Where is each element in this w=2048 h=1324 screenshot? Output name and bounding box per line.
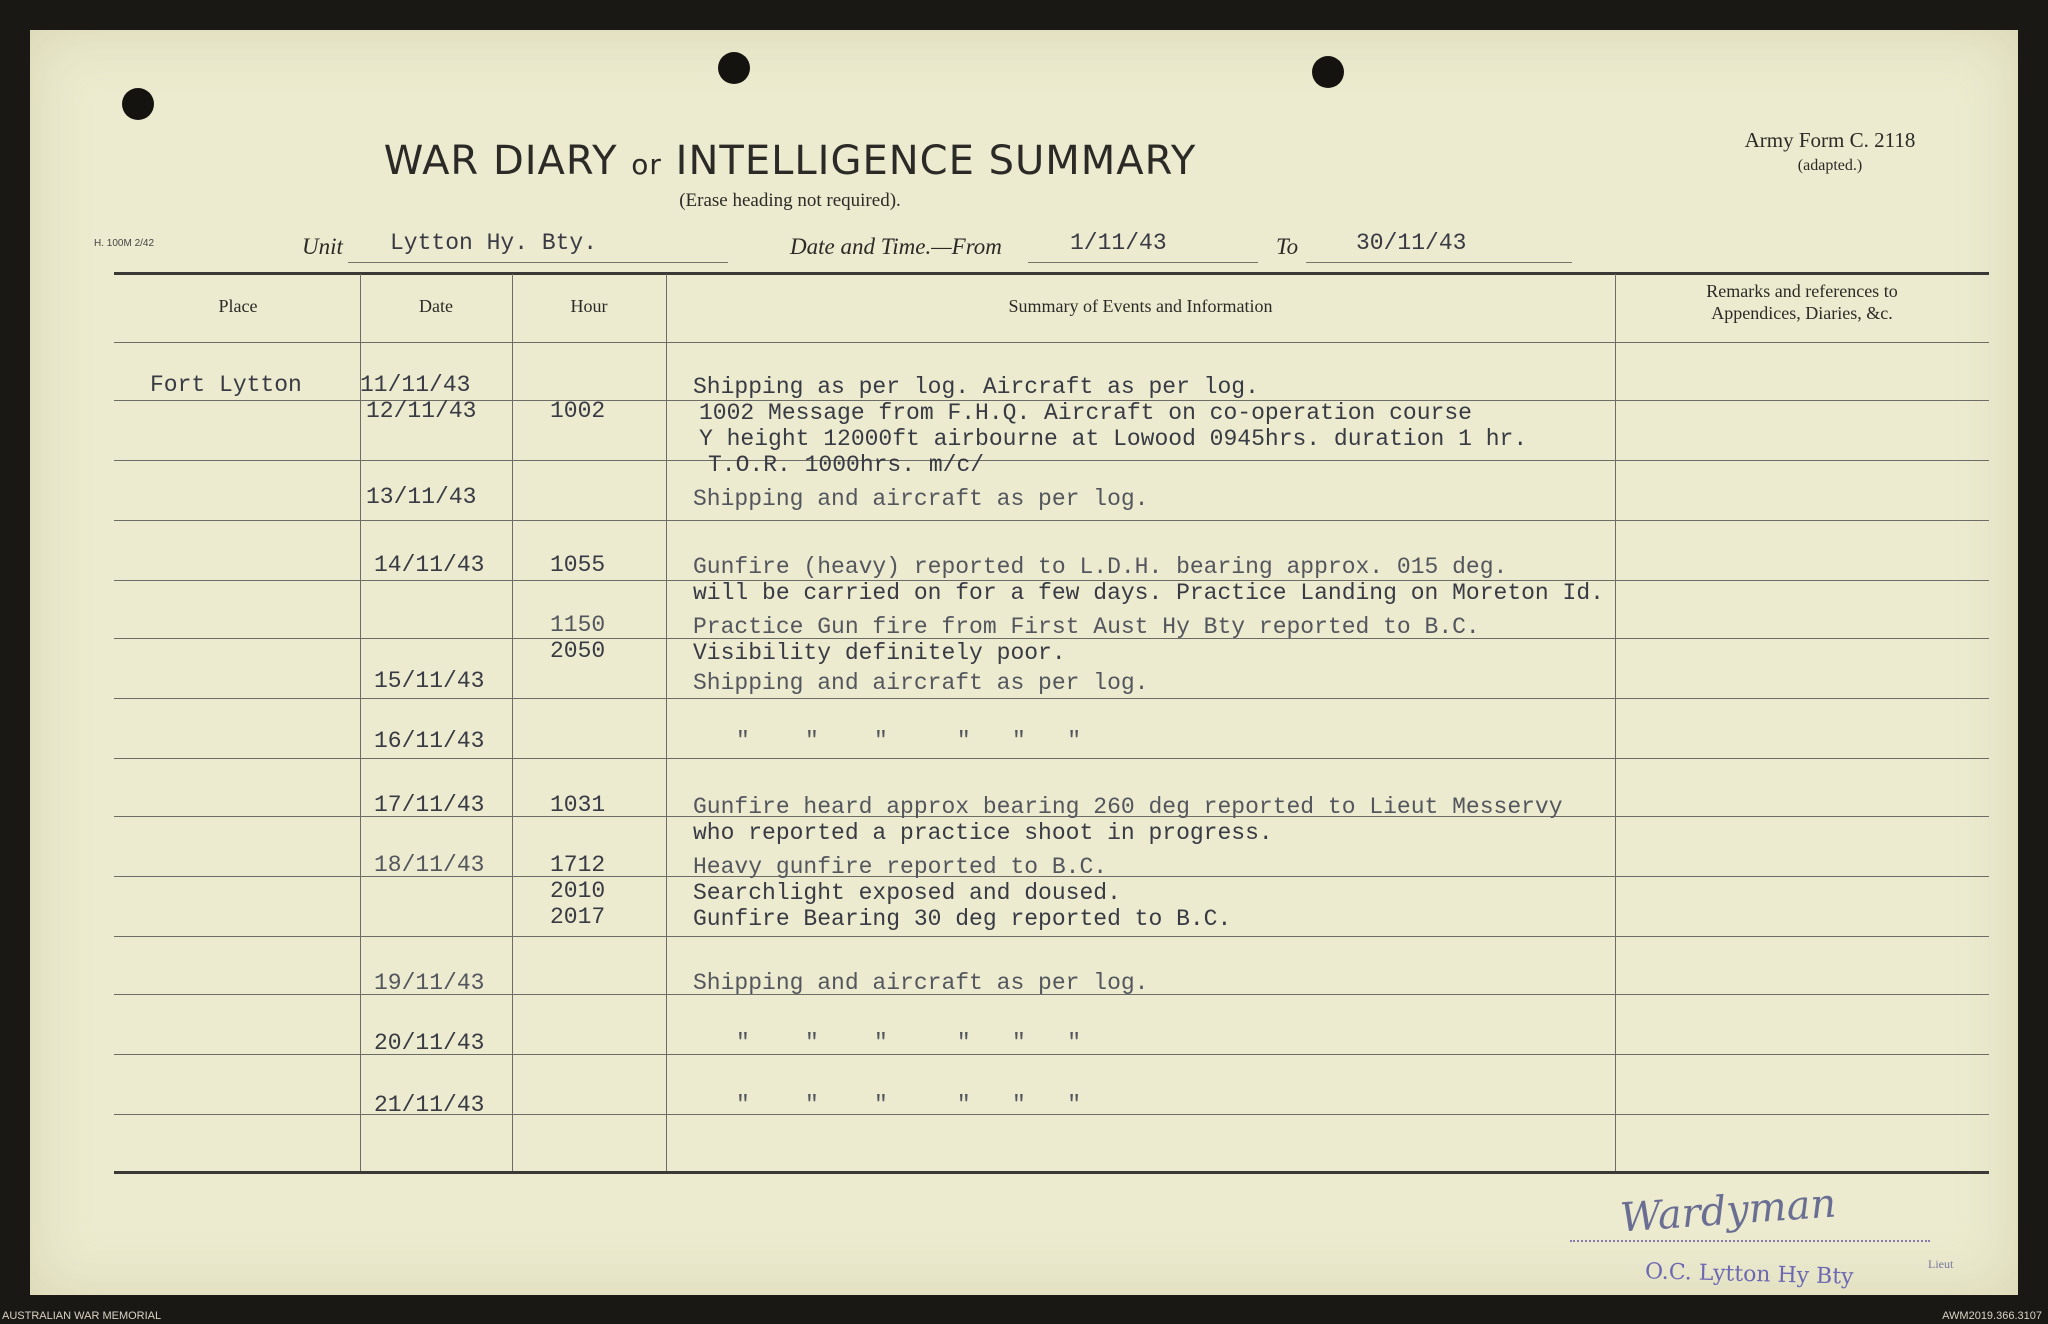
entry-date: 14/11/43	[374, 552, 485, 578]
entry-date: 21/11/43	[374, 1092, 485, 1118]
entry-date: 13/11/43	[366, 484, 477, 510]
table-top-rule	[114, 272, 1989, 275]
footer-institution: AUSTRALIAN WAR MEMORIAL	[2, 1310, 162, 1322]
entry-summary: Practice Gun fire from First Aust Hy Bty reported to B.C.	[693, 614, 1480, 640]
entry-summary: Shipping as per log. Aircraft as per log.	[693, 374, 1259, 400]
entry-date: 11/11/43	[360, 372, 471, 398]
unit-value: Lytton Hy. Bty.	[390, 230, 598, 256]
entry-summary: who reported a practice shoot in progress.	[693, 820, 1273, 846]
ruled-line	[114, 460, 1989, 461]
entry-date: 17/11/43	[374, 792, 485, 818]
entry-hour: 1150	[550, 612, 606, 638]
entry-hour: 1055	[550, 552, 606, 578]
entry-summary: T.O.R. 1000hrs. m/c/	[708, 452, 985, 478]
footer-accession: AWM2019.366.3107	[1942, 1310, 2042, 1322]
column-divider	[666, 274, 667, 1171]
oc-stamp: O.C. Lytton Hy Bty	[1644, 1259, 1854, 1290]
date-time-label: Date and Time.—From	[790, 234, 1002, 259]
entry-summary: Gunfire heard approx bearing 260 deg reported to Lieut Messervy	[693, 794, 1563, 820]
from-date-value: 1/11/43	[1070, 230, 1167, 256]
entry-summary: will be carried on for a few days. Practice Landing on Moreton Id.	[693, 580, 1604, 606]
place-entry: Fort Lytton	[150, 372, 302, 398]
column-header-hour: Hour	[570, 296, 608, 316]
entry-summary: Gunfire Bearing 30 deg reported to B.C.	[693, 906, 1232, 932]
column-header-date: Date	[419, 296, 453, 316]
form-title: WAR DIARY or INTELLIGENCE SUMMARY	[383, 138, 1197, 184]
entry-summary: Searchlight exposed and doused.	[693, 880, 1121, 906]
entry-summary: Shipping and aircraft as per log.	[693, 670, 1149, 696]
ruled-line	[114, 936, 1989, 937]
column-divider	[512, 274, 513, 1171]
army-form-number: Army Form C. 2118 (adapted.)	[1744, 128, 1916, 174]
entry-date: 19/11/43	[374, 970, 485, 996]
ruled-line	[114, 520, 1989, 521]
entry-hour: 1712	[550, 852, 606, 878]
entry-date: 12/11/43	[366, 398, 477, 424]
ditto-marks: " " " " " "	[736, 1092, 1082, 1118]
form-subtitle: (Erase heading not required).	[679, 190, 901, 211]
header-rule	[114, 342, 1989, 343]
entry-hour: 2010	[550, 878, 606, 904]
entry-summary: Shipping and aircraft as per log.	[693, 486, 1149, 512]
rank-label: Lieut	[1928, 1257, 1954, 1271]
unit-label: Unit	[302, 234, 343, 259]
ruled-line	[114, 698, 1989, 699]
table-bottom-rule	[114, 1171, 1989, 1174]
from-underline	[1028, 262, 1258, 263]
column-divider	[1615, 274, 1616, 1171]
ditto-marks: " " " " " "	[736, 728, 1082, 754]
entry-date: 16/11/43	[374, 728, 485, 754]
entry-date: 15/11/43	[374, 668, 485, 694]
entry-hour: 1002	[550, 398, 606, 424]
entry-date: 20/11/43	[374, 1030, 485, 1056]
to-date-value: 30/11/43	[1356, 230, 1467, 256]
entry-hour: 1031	[550, 792, 606, 818]
punch-hole	[122, 88, 154, 120]
entry-hour: 2017	[550, 904, 606, 930]
signature: Wardyman	[1618, 1180, 1838, 1242]
entry-summary: Y height 12000ft airbourne at Lowood 0945hrs. duration 1 hr.	[699, 426, 1528, 452]
punch-hole	[718, 52, 750, 84]
ditto-marks: " " " " " "	[736, 1030, 1082, 1056]
print-code: H. 100M 2/42	[94, 238, 155, 249]
column-header-place: Place	[218, 296, 258, 316]
column-header-summary: Summary of Events and Information	[1008, 296, 1273, 316]
to-underline	[1306, 262, 1572, 263]
document-page	[30, 30, 2018, 1295]
ruled-line	[114, 758, 1989, 759]
entry-summary: Gunfire (heavy) reported to L.D.H. bearing approx. 015 deg.	[693, 554, 1508, 580]
to-label: To	[1276, 234, 1299, 259]
entry-summary: 1002 Message from F.H.Q. Aircraft on co-operation course	[699, 400, 1472, 426]
entry-hour: 2050	[550, 638, 606, 664]
entry-summary: Shipping and aircraft as per log.	[693, 970, 1149, 996]
entry-date: 18/11/43	[374, 852, 485, 878]
punch-hole	[1312, 56, 1344, 88]
unit-underline	[348, 262, 728, 263]
column-divider	[360, 274, 361, 1171]
entry-summary: Visibility definitely poor.	[693, 640, 1066, 666]
column-header-remarks: Remarks and references to Appendices, Diaries, &c.	[1706, 281, 1898, 323]
entry-summary: Heavy gunfire reported to B.C.	[693, 854, 1108, 880]
signature-line	[1570, 1240, 1930, 1242]
